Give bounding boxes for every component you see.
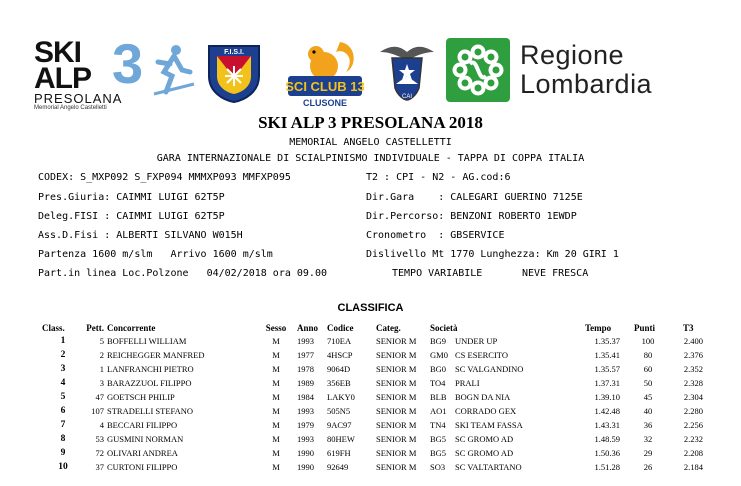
row-class: 9	[60, 448, 66, 458]
header-concorrente: Concorrente	[107, 323, 156, 333]
row-soc-code: AO1	[430, 406, 447, 416]
row-pett: 3	[99, 378, 104, 388]
row-class: 1	[60, 336, 66, 346]
row-sesso: M	[272, 336, 280, 346]
sciclub13-logo-town: CLUSONE	[302, 98, 348, 108]
header-class: Class.	[42, 323, 65, 333]
cai-logo	[378, 38, 436, 104]
ass-fisi-line: Ass.D.Fisi : ALBERTI SILVANO W015H	[38, 230, 243, 241]
part-linea-line: Part.in linea Loc.Polzone 04/02/2018 ora 09.00	[38, 268, 327, 279]
row-punti: 29	[643, 448, 653, 458]
row-punti: 40	[643, 406, 653, 416]
row-sesso: M	[272, 420, 280, 430]
row-pett: 47	[95, 392, 104, 402]
row-codice: 710EA	[327, 336, 352, 346]
row-pett: 4	[99, 420, 104, 430]
squirrel-icon	[286, 36, 364, 112]
dislivello-line: Dislivello Mt 1770 Lunghezza: Km 20 GIRI 1	[366, 249, 619, 260]
row-soc-name: CORRADO GEX	[455, 406, 517, 416]
row-soc-code: TN4	[430, 420, 446, 430]
row-categ: SENIOR M	[376, 392, 417, 402]
regione-lombardia-logo	[446, 38, 676, 102]
row-soc-code: BLB	[430, 392, 447, 402]
row-tempo: 1.35.41	[594, 350, 620, 360]
header-t3: T3	[683, 323, 694, 333]
row-t3: 2.280	[683, 406, 703, 416]
row-soc-code: BG0	[430, 364, 447, 374]
row-pett: 1	[99, 364, 104, 374]
row-codice: 92649	[327, 462, 349, 472]
row-sesso: M	[272, 350, 280, 360]
row-punti: 45	[643, 392, 653, 402]
skialp-logo-alp: ALP	[34, 62, 91, 95]
cai-eagle-icon	[378, 38, 436, 104]
row-class: 6	[60, 406, 66, 416]
row-pett: 53	[95, 434, 104, 444]
row-anno: 1993	[297, 434, 314, 444]
page-title: SKI ALP 3 PRESOLANA 2018	[258, 113, 483, 132]
row-anno: 1979	[297, 420, 314, 430]
t2-line: T2 : CPI - N2 - AG.cod:6	[366, 172, 511, 183]
header-societa: Società	[430, 323, 458, 333]
row-soc-name: SKI TEAM FASSA	[455, 420, 523, 430]
row-codice: 80HEW	[327, 434, 355, 444]
table-row	[0, 462, 741, 476]
row-t3: 2.328	[683, 378, 703, 388]
regione-line1: Regione	[520, 40, 625, 70]
row-tempo: 1.39.10	[594, 392, 620, 402]
row-pett: 2	[99, 350, 104, 360]
row-tempo: 1.51.28	[594, 462, 620, 472]
skialp-logo-number: 3	[112, 32, 144, 95]
header-anno: Anno	[297, 323, 319, 333]
row-tempo: 1.35.57	[594, 364, 620, 374]
row-soc-code: TO4	[430, 378, 446, 388]
skialp-logo-presolana: PRESOLANA	[34, 91, 123, 106]
row-name: BECCARI FILIPPO	[107, 420, 178, 430]
row-categ: SENIOR M	[376, 420, 417, 430]
tempo-variabile-line: TEMPO VARIABILE	[392, 268, 483, 279]
row-soc-name: PRALI	[455, 378, 480, 388]
row-soc-name: BOGN DA NIA	[455, 392, 511, 402]
skialp-logo-memorial: Memorial Angelo Castelletti	[34, 105, 107, 111]
row-sesso: M	[272, 378, 280, 388]
row-soc-name: SC GROMO AD	[455, 434, 514, 444]
row-t3: 2.304	[683, 392, 703, 402]
row-class: 2	[60, 350, 66, 360]
row-categ: SENIOR M	[376, 434, 417, 444]
table-row	[0, 406, 741, 420]
row-punti: 26	[643, 462, 653, 472]
table-row	[0, 448, 741, 462]
row-categ: SENIOR M	[376, 364, 417, 374]
row-soc-code: SO3	[430, 462, 446, 472]
table-row	[0, 364, 741, 378]
row-tempo: 1.50.36	[594, 448, 620, 458]
row-pett: 5	[99, 336, 104, 346]
header-punti: Punti	[634, 323, 656, 333]
row-categ: SENIOR M	[376, 448, 417, 458]
fisi-shield-icon	[205, 42, 263, 104]
row-soc-name: SC VALTARTANO	[455, 462, 522, 472]
sciclub13-logo-label: SCI CLUB 13	[286, 79, 364, 94]
rosa-camuna-icon	[446, 38, 510, 102]
row-anno: 1989	[297, 378, 314, 388]
row-pett: 37	[95, 462, 104, 472]
row-sesso: M	[272, 434, 280, 444]
row-sesso: M	[272, 406, 280, 416]
table-row	[0, 378, 741, 392]
row-tempo: 1.35.37	[594, 336, 620, 346]
row-categ: SENIOR M	[376, 378, 417, 388]
row-punti: 50	[643, 378, 653, 388]
header-pett: Pett.	[86, 323, 104, 333]
row-punti: 100	[641, 336, 655, 346]
header-sesso: Sesso	[265, 323, 287, 333]
row-anno: 1977	[297, 350, 314, 360]
page-subtitle: MEMORIAL ANGELO CASTELLETTI	[289, 137, 452, 148]
dir-gara-line: Dir.Gara : CALEGARI GUERINO 7125E	[366, 192, 583, 203]
row-sesso: M	[272, 462, 280, 472]
row-codice: 4HSCP	[327, 350, 353, 360]
codex-line: CODEX: S_MXP092 S_FXP094 MMMXP093 MMFXP095	[38, 172, 291, 183]
row-sesso: M	[272, 364, 280, 374]
dir-percorso-line: Dir.Percorso: BENZONI ROBERTO 1EWDP	[366, 211, 577, 222]
table-row	[0, 336, 741, 350]
row-anno: 1990	[297, 462, 314, 472]
row-class: 10	[58, 462, 68, 472]
fisi-logo	[205, 42, 263, 104]
row-t3: 2.376	[683, 350, 703, 360]
row-anno: 1978	[297, 364, 314, 374]
row-name: OLIVARI ANDREA	[107, 448, 178, 458]
row-punti: 80	[643, 350, 653, 360]
row-tempo: 1.48.59	[594, 434, 620, 444]
pres-giuria-line: Pres.Giuria: CAIMMI LUIGI 62T5P	[38, 192, 225, 203]
row-name: CURTONI FILIPPO	[107, 462, 178, 472]
skialp-logo-ski: SKI	[34, 36, 82, 69]
skier-icon	[150, 42, 196, 98]
row-categ: SENIOR M	[376, 336, 417, 346]
row-name: GOETSCH PHILIP	[107, 392, 175, 402]
row-soc-name: UNDER UP	[455, 336, 498, 346]
row-soc-name: SC GROMO AD	[455, 448, 514, 458]
row-name: STRADELLI STEFANO	[107, 406, 194, 416]
row-punti: 32	[643, 434, 653, 444]
row-pett: 107	[91, 406, 104, 416]
row-categ: SENIOR M	[376, 350, 417, 360]
regione-line2: Lombardia	[520, 69, 653, 99]
row-class: 5	[60, 392, 66, 402]
sciclub13-logo	[286, 36, 364, 112]
row-codice: 505N5	[327, 406, 351, 416]
row-categ: SENIOR M	[376, 406, 417, 416]
neve-line: NEVE FRESCA	[522, 268, 589, 279]
row-t3: 2.256	[683, 420, 703, 430]
table-row	[0, 350, 741, 364]
row-soc-code: BG5	[430, 434, 447, 444]
row-soc-name: CS ESERCITO	[455, 350, 508, 360]
table-row	[0, 434, 741, 448]
race-description: GARA INTERNAZIONALE DI SCIALPINISMO INDIVIDUALE - TAPPA DI COPPA ITALIA	[156, 153, 585, 164]
fisi-logo-label: F.I.S.I.	[224, 49, 244, 56]
regione-box	[446, 38, 510, 102]
results-header	[0, 323, 741, 336]
header-categ: Categ.	[376, 323, 401, 333]
deleg-fisi-line: Deleg.FISI : CAIMMI LUIGI 62T5P	[38, 211, 225, 222]
cronometro-line: Cronometro : GBSERVICE	[366, 230, 505, 241]
row-class: 8	[60, 434, 66, 444]
row-punti: 60	[643, 364, 653, 374]
results-table	[0, 323, 741, 476]
row-name: LANFRANCHI PIETRO	[107, 364, 194, 374]
row-soc-code: BG9	[430, 336, 447, 346]
row-codice: 619FH	[327, 448, 351, 458]
row-class: 3	[60, 364, 66, 374]
row-t3: 2.400	[683, 336, 703, 346]
cai-logo-label: CAI	[401, 94, 413, 100]
row-t3: 2.352	[683, 364, 703, 374]
row-anno: 1993	[297, 336, 314, 346]
row-class: 7	[60, 420, 66, 430]
row-t3: 2.232	[683, 434, 703, 444]
row-name: BARAZZUOL FILIPPO	[107, 378, 192, 388]
row-categ: SENIOR M	[376, 462, 417, 472]
row-soc-code: GM0	[430, 350, 448, 360]
row-pett: 72	[95, 448, 104, 458]
header-tempo: Tempo	[585, 323, 612, 333]
row-soc-name: SC VALGANDINO	[455, 364, 524, 374]
row-anno: 1993	[297, 406, 314, 416]
row-name: GUSMINI NORMAN	[107, 434, 184, 444]
skialp-logo	[30, 32, 198, 111]
partenza-line: Partenza 1600 m/slm Arrivo 1600 m/slm	[38, 249, 273, 260]
row-class: 4	[60, 378, 66, 388]
row-soc-code: BG5	[430, 448, 447, 458]
row-codice: 356EB	[327, 378, 351, 388]
row-tempo: 1.37.31	[594, 378, 620, 388]
row-sesso: M	[272, 448, 280, 458]
table-row	[0, 392, 741, 406]
row-t3: 2.184	[683, 462, 703, 472]
row-anno: 1990	[297, 448, 314, 458]
row-anno: 1984	[297, 392, 314, 402]
row-name: REICHEGGER MANFRED	[107, 350, 205, 360]
row-punti: 36	[643, 420, 653, 430]
row-t3: 2.208	[683, 448, 703, 458]
row-tempo: 1.42.48	[594, 406, 620, 416]
sponsor-logos	[0, 28, 741, 112]
row-tempo: 1.43.31	[594, 420, 620, 430]
table-row	[0, 420, 741, 434]
row-codice: 9AC97	[327, 420, 352, 430]
header-codice: Codice	[327, 323, 354, 333]
row-codice: LAKY0	[327, 392, 355, 402]
row-name: BOFFELLI WILLIAM	[107, 336, 187, 346]
row-sesso: M	[272, 392, 280, 402]
row-codice: 9064D	[327, 364, 351, 374]
classifica-title: CLASSIFICA	[337, 302, 404, 314]
